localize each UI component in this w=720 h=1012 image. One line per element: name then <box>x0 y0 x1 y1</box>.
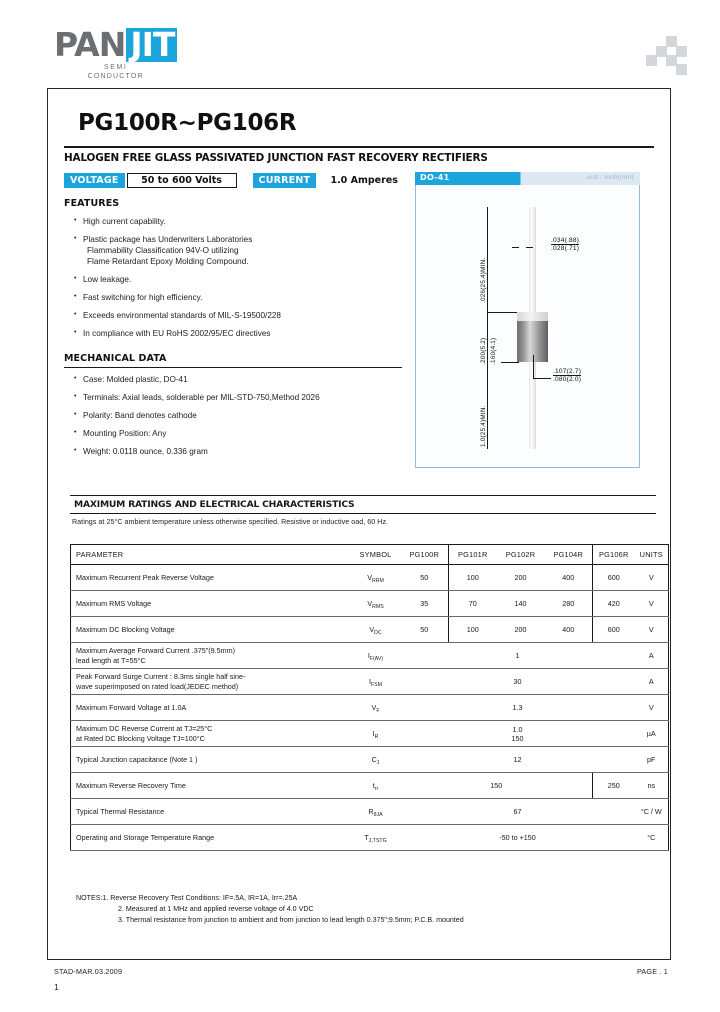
table-cell-value: 1.3 <box>401 695 635 721</box>
table-cell-value: 280 <box>545 591 593 617</box>
table-cell-units: V <box>635 591 669 617</box>
table-header-pg102r: PG102R <box>497 545 545 565</box>
table-header-pg104r: PG104R <box>545 545 593 565</box>
footer-revision: STAD-MAR.03.2009 <box>54 967 123 976</box>
parameter-line: Maximum DC Reverse Current at TJ=25°C <box>76 724 213 733</box>
cathode-band <box>517 312 548 321</box>
table-cell-units: ns <box>635 773 669 799</box>
table-row <box>71 591 669 617</box>
table-row <box>71 825 669 851</box>
mechanical-item <box>74 410 404 421</box>
feature-item-line: Flammability Classification 94V-O utilizing <box>87 246 239 255</box>
table-cell-value: 140 <box>497 591 545 617</box>
mechanical-item <box>74 374 404 385</box>
table-cell-parameter <box>71 565 351 591</box>
feature-item <box>74 216 404 227</box>
parameter-line: at Rated DC Blocking Voltage TJ=100°C <box>76 733 205 743</box>
table-cell-parameter <box>71 591 351 617</box>
table-cell-units: °C / W <box>635 799 669 825</box>
voltage-badge-label: VOLTAGE <box>64 173 125 188</box>
table-cell-value: 400 <box>545 617 593 643</box>
package-drawing-area <box>415 185 640 468</box>
table-cell-value: 420 <box>593 591 635 617</box>
feature-item <box>74 274 404 285</box>
dim-lead-dia-bot-value: .028(.71) <box>551 245 580 252</box>
table-cell-parameter <box>71 669 351 695</box>
decorative-squares <box>646 36 688 74</box>
dim-tick-body-bottom <box>501 362 519 363</box>
current-badge-value: 1.0 Amperes <box>318 173 410 188</box>
dim-lead-bottom-label: 1.0(25.4)MIN. <box>480 405 487 447</box>
dim-body-dia-top-value: .107(2.7) <box>553 368 582 375</box>
table-header-parameter: PARAMETER <box>71 545 351 565</box>
table-cell-symbol: $R_{\theta JA}$ <box>351 799 401 825</box>
table-row <box>71 721 669 747</box>
table-cell-parameter <box>71 721 351 747</box>
feature-item-line: • Plastic package has Underwriters Laboratories <box>83 235 253 244</box>
table-cell-value: 50 <box>401 617 449 643</box>
table-cell-parameter <box>71 617 351 643</box>
dim-body-len-top-label: .200(5.2) <box>480 337 487 365</box>
feature-item <box>74 292 404 303</box>
note-line-1: NOTES:1. Reverse Recovery Test Conditions: IF=.5A, IR=1A, Irr=.25A <box>76 894 298 902</box>
mechanical-block <box>64 353 404 457</box>
table-cell-parameter <box>71 825 351 851</box>
dim-leader-body-dia-vert <box>533 355 534 379</box>
value-line: 1.0 <box>512 724 523 734</box>
ratings-section-heading: MAXIMUM RATINGS AND ELECTRICAL CHARACTERISTICS <box>70 495 656 514</box>
table-cell-units: A <box>635 669 669 695</box>
product-headline: HALOGEN FREE GLASS PASSIVATED JUNCTION FAST RECOVERY RECTIFIERS <box>64 152 488 164</box>
table-header-row <box>71 545 669 565</box>
diode-lead-top <box>529 207 536 317</box>
package-header-bar <box>415 172 640 185</box>
note-line-2: 2. Measured at 1 MHz and applied reverse voltage of 4.0 VDC <box>118 905 314 913</box>
table-cell-value: 400 <box>545 565 593 591</box>
table-row <box>71 565 669 591</box>
logo-subtext-conductor: CONDUCTOR <box>87 73 144 80</box>
table-cell-symbol: $V_F$ <box>351 695 401 721</box>
table-cell-symbol: $C_J$ <box>351 747 401 773</box>
current-badge-label: CURRENT <box>253 173 317 188</box>
table-cell-symbol: $I_{F(AV)}$ <box>351 643 401 669</box>
table-cell-value: 67 <box>401 799 635 825</box>
table-body <box>71 565 669 851</box>
dim-leader-lead-dia-left <box>512 247 519 248</box>
dim-rail-vertical <box>487 207 488 449</box>
dim-lead-dia-top-value: .034(.88) <box>551 237 580 244</box>
mechanical-item-line: • Terminals: Axial leads, solderable per MIL-STD-750,Method 2026 <box>83 393 320 402</box>
table-cell-symbol: $I_{FSM}$ <box>351 669 401 695</box>
table-cell-units: V <box>635 565 669 591</box>
feature-item-line: • High current capability. <box>83 217 166 226</box>
dim-leader-body-dia-horz <box>533 378 551 379</box>
table-cell-units: V <box>635 617 669 643</box>
table-head <box>71 545 669 565</box>
features-list <box>64 216 404 339</box>
mechanical-item <box>74 446 404 457</box>
table-header-symbol: SYMBOL <box>351 545 401 565</box>
specs-column <box>64 198 404 464</box>
dim-lead-diameter <box>551 237 579 252</box>
table-cell-units: pF <box>635 747 669 773</box>
table-cell-symbol: $V_{DC}$ <box>351 617 401 643</box>
dim-body-len-bottom-label: .160(4.1) <box>490 337 497 365</box>
parameter-line: Operating and Storage Temperature Range <box>76 832 215 842</box>
table-row <box>71 799 669 825</box>
voltage-badge-value: 50 to 600 Volts <box>127 173 237 188</box>
page-title: PG100R~PG106R <box>78 110 297 136</box>
table-cell-value: 12 <box>401 747 635 773</box>
table-cell-parameter <box>71 799 351 825</box>
title-divider <box>64 146 654 148</box>
table-cell-units: V <box>635 695 669 721</box>
parameter-line: Peak Forward Surge Current : 8.3ms single half sine- <box>76 672 246 681</box>
table-cell-value: 200 <box>497 617 545 643</box>
mechanical-item-line: • Mounting Position: Any <box>83 429 167 438</box>
mechanical-item-line: • Weight: 0.0118 ounce, 0.336 gram <box>83 447 208 456</box>
table-cell-parameter <box>71 695 351 721</box>
table-cell-parameter <box>71 643 351 669</box>
parameter-line: Typical Thermal Resistance <box>76 806 165 816</box>
dim-body-diameter <box>553 368 581 383</box>
table-cell-units: µA <box>635 721 669 747</box>
logo-subtext-semi: SEMI <box>103 64 128 71</box>
mechanical-heading: MECHANICAL DATA <box>64 353 402 368</box>
logo-text-jit: JIT <box>126 28 177 62</box>
table-header-units: UNITS <box>635 545 669 565</box>
logo-wordmark <box>54 25 177 64</box>
table-cell-parameter <box>71 747 351 773</box>
table-cell-value: 100 <box>449 617 497 643</box>
table-cell-value: 600 <box>593 617 635 643</box>
table-row <box>71 643 669 669</box>
feature-item-line: • Low leakage. <box>83 275 132 284</box>
value-line: 150 <box>511 733 524 743</box>
table-cell-value: 100 <box>449 565 497 591</box>
dim-body-dia-bot-value: .080(2.0) <box>553 376 582 383</box>
mechanical-list <box>64 374 404 457</box>
parameter-line: Maximum Forward Voltage at 1.0A <box>76 702 187 712</box>
table-cell-units: °C <box>635 825 669 851</box>
ratings-conditions-note: Ratings at 25°C ambient temperature unless otherwise specified. Resistive or inductive oad, 60 Hz. <box>72 518 389 526</box>
dim-lead-top-label: .026(25.4)MIN. <box>480 257 487 303</box>
electrical-characteristics-table <box>70 544 669 851</box>
feature-item <box>74 328 404 339</box>
table-cell-value: 35 <box>401 591 449 617</box>
company-logo <box>54 25 177 81</box>
mechanical-item-line: • Case: Molded plastic, DO-41 <box>83 375 188 384</box>
table-row <box>71 747 669 773</box>
table-cell-symbol: $T_{J,TSTG}$ <box>351 825 401 851</box>
dim-leader-lead-dia-right <box>526 247 533 248</box>
table-cell-value: 150 <box>401 773 593 799</box>
table-row <box>71 617 669 643</box>
notes-block <box>76 893 656 926</box>
table-cell-symbol: $t_{rr}$ <box>351 773 401 799</box>
parameter-line: Maximum Reverse Recovery Time <box>76 780 186 790</box>
parameter-line: wave superimposed on rated load(JEDEC method) <box>76 681 239 691</box>
note-line-3: 3. Thermal resistance from junction to ambient and from junction to lead length 0.375";9.5mm; P.C.B. mounted <box>118 916 464 924</box>
table-cell-value: 250 <box>593 773 635 799</box>
parameter-line: Maximum Recurrent Peak Reverse Voltage <box>76 572 214 582</box>
table-cell-value: 600 <box>593 565 635 591</box>
table-row <box>71 773 669 799</box>
table-cell-value: 70 <box>449 591 497 617</box>
spec-badges <box>64 173 410 188</box>
parameter-line: Maximum DC Blocking Voltage <box>76 624 175 634</box>
mechanical-item-line: • Polarity: Band denotes cathode <box>83 411 197 420</box>
feature-item <box>74 310 404 321</box>
table-header-pg106r: PG106R <box>593 545 635 565</box>
table-cell-value: 1 <box>401 643 635 669</box>
package-unit-note: unit : inch(mm) <box>586 174 634 181</box>
table-row <box>71 695 669 721</box>
table-cell-value <box>401 721 635 747</box>
table-cell-symbol: $I_R$ <box>351 721 401 747</box>
footer-page-label: PAGE . 1 <box>636 967 668 976</box>
table-cell-value: -50 to +150 <box>401 825 635 851</box>
feature-item-line: • Exceeds environmental standards of MIL-S-19500/228 <box>83 311 281 320</box>
parameter-line: Maximum RMS Voltage <box>76 598 152 608</box>
feature-item-line: • Fast switching for high efficiency. <box>83 293 203 302</box>
features-heading: FEATURES <box>64 198 120 209</box>
table-cell-symbol: $V_{RMS}$ <box>351 591 401 617</box>
footer-page-number: 1 <box>54 982 59 992</box>
parameter-line: Typical Junction capacitance (Note 1 ) <box>76 754 198 764</box>
mechanical-item <box>74 392 404 403</box>
table-cell-parameter <box>71 773 351 799</box>
package-diagram <box>415 172 640 467</box>
table-header-pg101r: PG101R <box>449 545 497 565</box>
table-header-pg100r: PG100R <box>401 545 449 565</box>
feature-item-line: Flame Retardant Epoxy Molding Compound. <box>87 257 249 266</box>
table-cell-units: A <box>635 643 669 669</box>
table-cell-value: 200 <box>497 565 545 591</box>
package-code-label: DO-41 <box>420 173 450 182</box>
feature-item <box>74 234 404 267</box>
badge-spacer <box>237 173 253 188</box>
table-cell-symbol: $V_{RRM}$ <box>351 565 401 591</box>
parameter-line: Maximum Average Forward Current .375"(9.5mm) <box>76 646 235 655</box>
dim-tick-body-top <box>487 312 517 313</box>
table-cell-value: 30 <box>401 669 635 695</box>
parameter-line: lead length at T=55°C <box>76 655 146 665</box>
feature-item-line: • In compliance with EU RoHS 2002/95/EC directives <box>83 329 271 338</box>
table-row <box>71 669 669 695</box>
logo-text-pan: PAN <box>54 25 126 64</box>
mechanical-item <box>74 428 404 439</box>
table-cell-value: 50 <box>401 565 449 591</box>
